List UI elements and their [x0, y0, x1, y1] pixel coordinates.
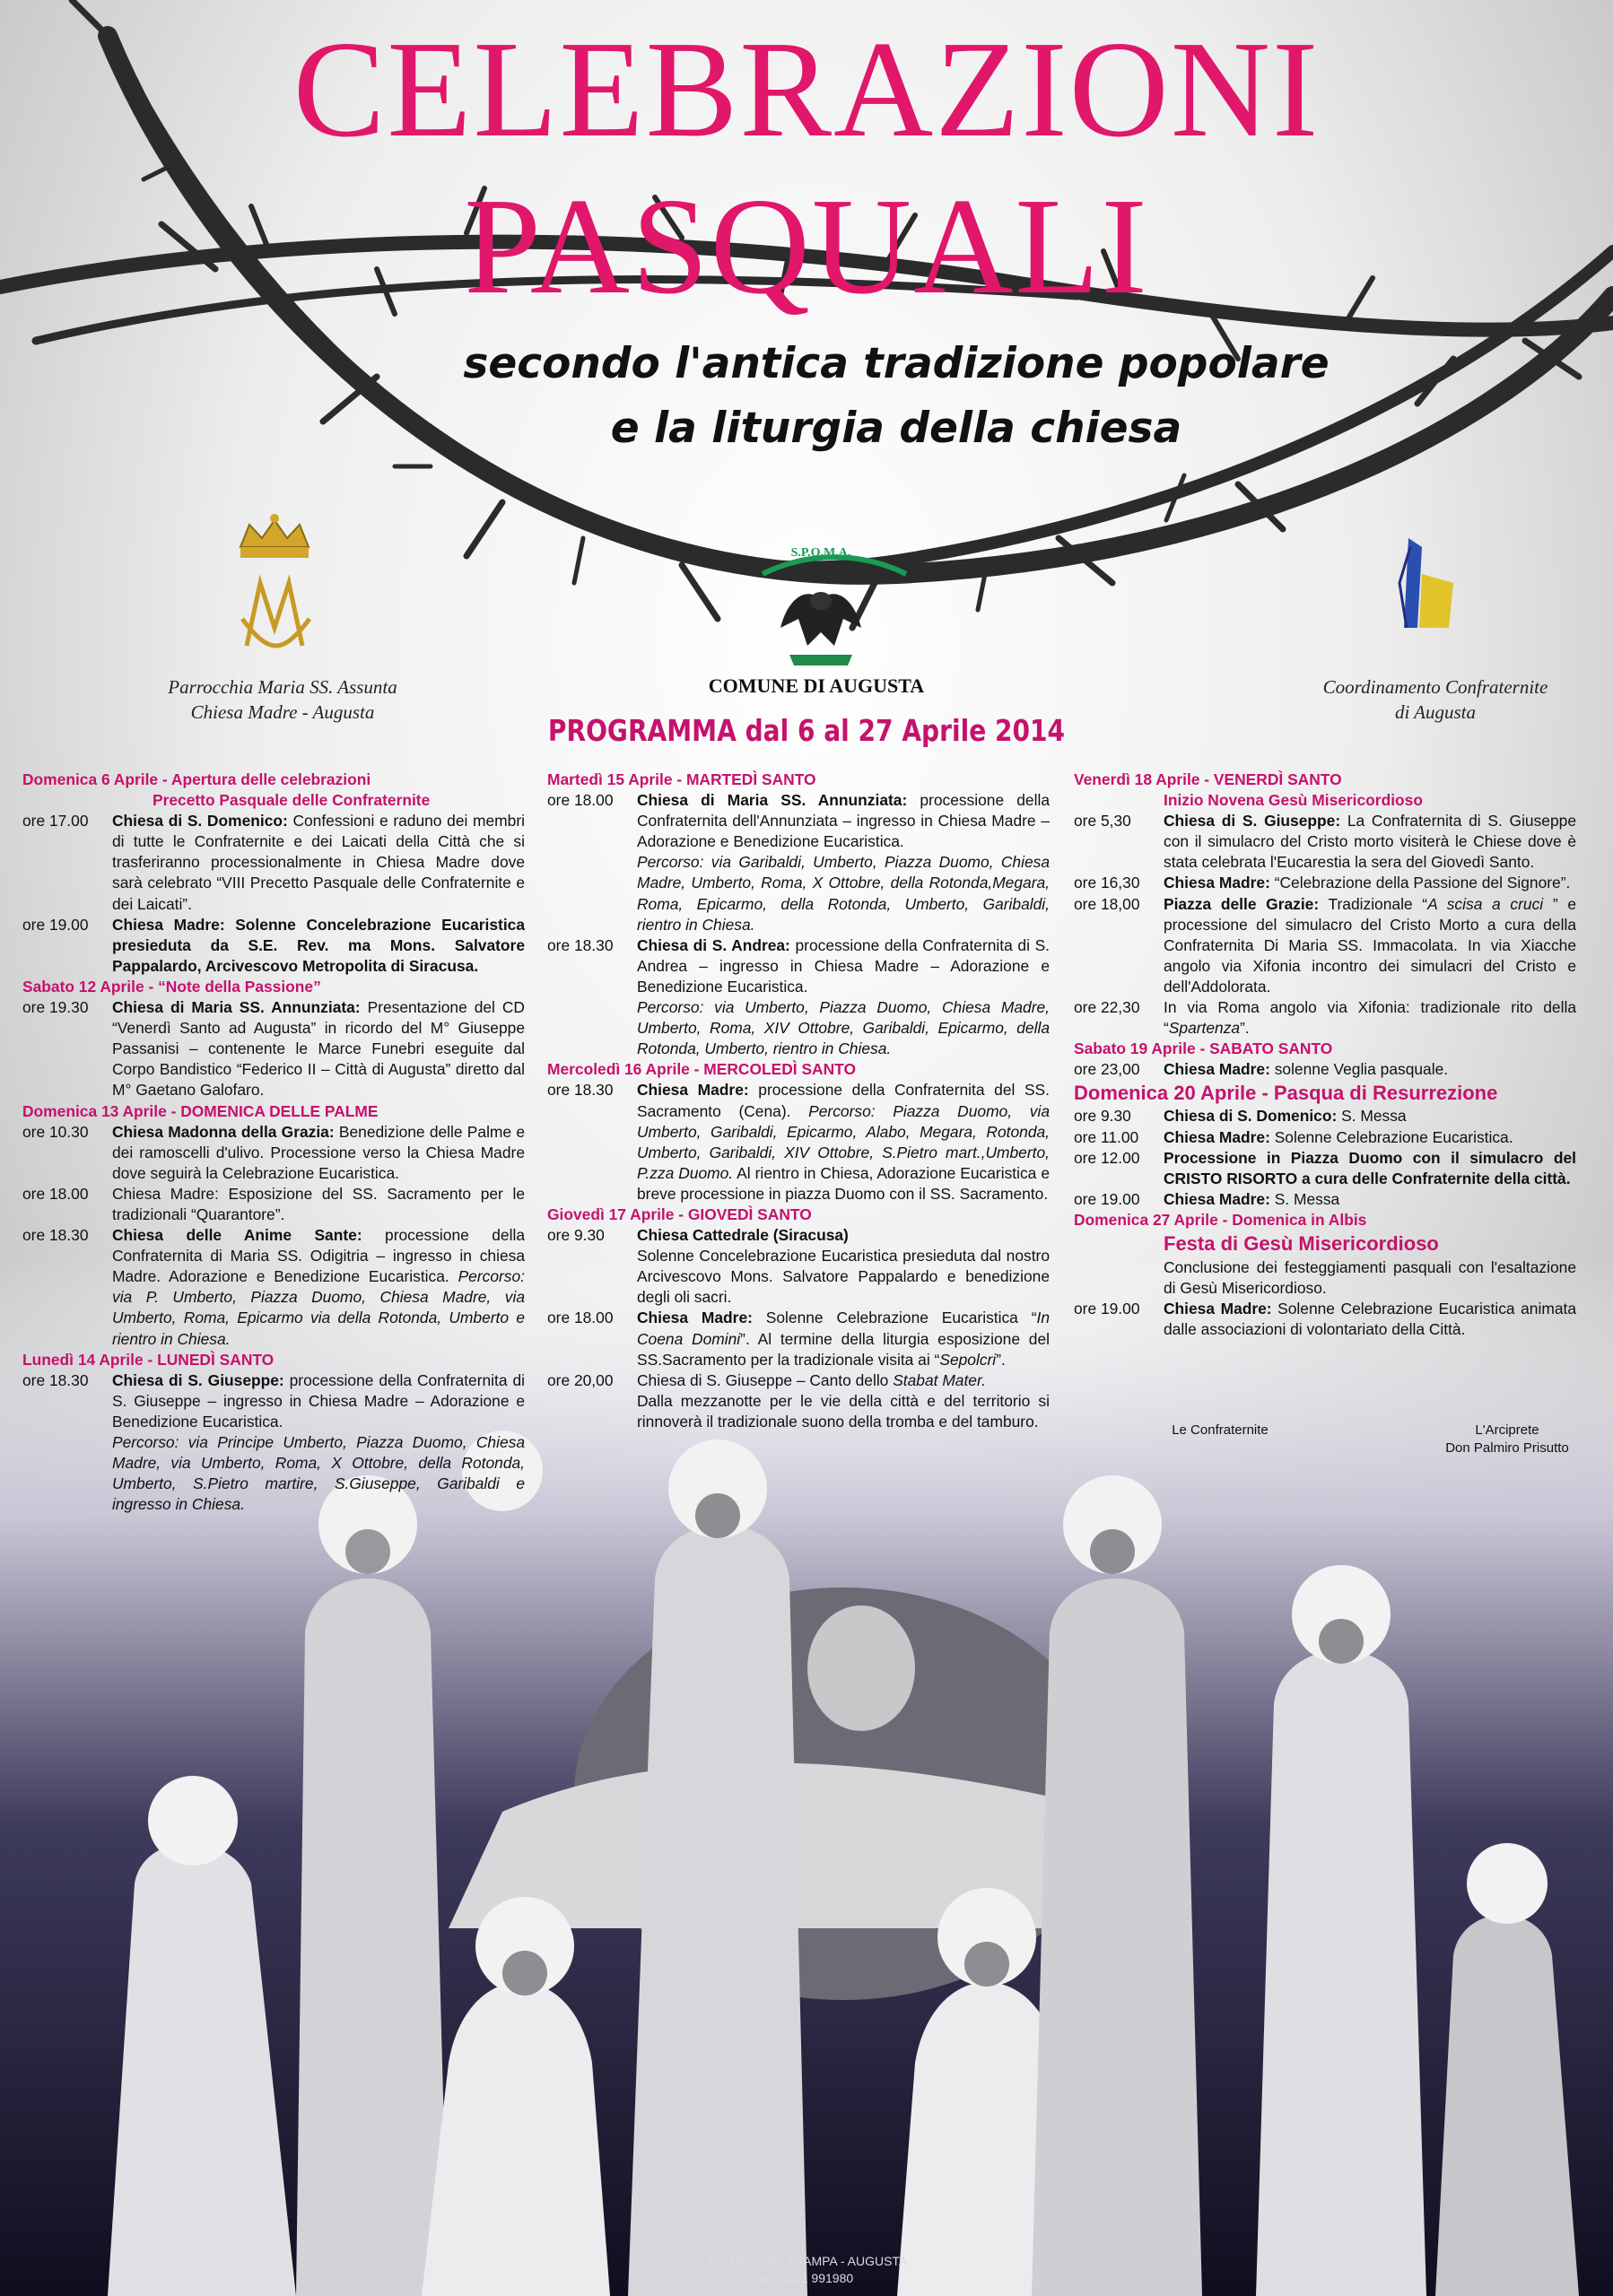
- event-item: [22, 811, 525, 914]
- event-time: ore 19.00: [1074, 1300, 1140, 1318]
- event-item: [547, 1308, 1050, 1370]
- event-place: Chiesa di S. Domenico:: [112, 812, 288, 831]
- event-place: Chiesa di S. Giuseppe:: [1164, 812, 1341, 831]
- event-text: In via Roma angolo via Xifonia: tradizionale rito della “: [1164, 998, 1576, 1038]
- event-text: processione della Confraternita dell'Annunziata – ingresso in Chiesa Madre – Adorazione e Benedizione Eucaristica.: [637, 791, 1050, 851]
- event-item: [22, 1370, 525, 1516]
- event-item: [547, 1370, 1050, 1432]
- day-subheading: Inizio Novena Gesù Misericordioso: [1164, 791, 1423, 810]
- event-time: ore 18.00: [22, 1184, 89, 1203]
- event-place: Chiesa delle Anime Sante:: [112, 1226, 362, 1245]
- event-place: Chiesa Madonna della Grazia:: [112, 1122, 335, 1141]
- event-text: solenne Veglia pasquale.: [1269, 1060, 1449, 1079]
- event-time: ore 18.30: [22, 1370, 89, 1389]
- event-text-tail: Al rientro in Chiesa, Adorazione Eucaristica e breve processione in piazza Duomo con il SS. Sacramento.: [637, 1163, 1050, 1203]
- main-title-line-2: PASQUALI: [464, 170, 1149, 323]
- subtitle-line-2: e la liturgia della chiesa: [610, 404, 1182, 453]
- event-route: Percorso: via Umberto, Piazza Duomo, Chiesa Madre, Umberto, Roma, XIV Ottobre, Garibaldi, Epicarmo, della Rotonda, Umberto, rientro in Chiesa.: [637, 998, 1050, 1058]
- event-time: ore 18.30: [547, 1081, 614, 1100]
- event-place: Chiesa di Maria SS. Annunziata:: [637, 791, 908, 810]
- event-item: [1074, 1189, 1576, 1210]
- event-item: [1074, 1127, 1576, 1148]
- event-time: ore 11.00: [1074, 1127, 1139, 1146]
- event-time: ore 10.30: [22, 1122, 89, 1141]
- main-title-line-1: CELEBRAZIONI: [292, 13, 1321, 166]
- event-text: Conclusione dei festeggiamenti pasquali con l'esaltazione di Gesù Misericordioso.: [1164, 1257, 1576, 1298]
- event-item: [547, 1080, 1050, 1205]
- event-item: [22, 1122, 525, 1184]
- right-caption-line-1: Coordinamento Confraternite: [1322, 676, 1548, 698]
- event-time: ore 20,00: [547, 1370, 614, 1389]
- event-item: [547, 1225, 1050, 1308]
- program-column-1: [22, 770, 525, 1515]
- event-time: ore 17.00: [22, 812, 89, 831]
- program-column-3: [1074, 770, 1576, 1340]
- event-text: S. Messa: [1269, 1189, 1340, 1208]
- event-text: Chiesa Madre: Esposizione del SS. Sacramento per le tradizionali “Quarantore”.: [112, 1184, 525, 1223]
- event-time: ore 18,00: [1074, 894, 1140, 913]
- event-text: Tradizionale “: [1319, 894, 1428, 913]
- event-text: “Celebrazione della Passione del Signore”.: [1269, 874, 1571, 892]
- program-column-2: [547, 770, 1050, 1432]
- event-place: Chiesa Madre:: [637, 1081, 749, 1100]
- event-text: S. Messa: [1337, 1107, 1407, 1126]
- event-text: Benedizione delle Palme e dei ramoscelli d'ulivo. Processione verso la Chiesa Madre dove seguirà la Celebrazione Eucaristica.: [112, 1122, 525, 1182]
- event-text: Solenne Concelebrazione Eucaristica presieduta dal nostro Arcivescovo Mons. Salvatore Pappalardo e benedizione degli oli sacri.: [637, 1247, 1050, 1307]
- printer-phone: tel. 0931 991980: [759, 2271, 854, 2285]
- event-text: Chiesa di S. Giuseppe – Canto dello: [637, 1370, 894, 1389]
- event-text: Solenne Celebrazione Eucaristica animata dalle associazioni di volontariato della Città.: [1164, 1300, 1577, 1339]
- event-item: [1074, 1106, 1576, 1126]
- event-item: [547, 790, 1050, 935]
- event-italic-2: Sepolcri: [939, 1350, 997, 1369]
- day-heading: Venerdì 18 Aprile - VENERDÌ SANTO: [1074, 770, 1342, 788]
- event-item: [1074, 997, 1576, 1039]
- day-heading: Domenica 13 Aprile - DOMENICA DELLE PALME: [22, 1101, 379, 1120]
- event-text: processione della Confraternita di Maria SS. Odigitria – ingresso in chiesa Madre. Adorazione e Benedizione Eucaristica.: [112, 1226, 525, 1286]
- left-caption-line-2: Chiesa Madre - Augusta: [190, 701, 375, 723]
- event-time: ore 23,00: [1074, 1060, 1140, 1079]
- event-italic: In Coena Domini: [637, 1309, 1051, 1348]
- event-text: Solenne Celebrazione Eucaristica “: [752, 1309, 1037, 1327]
- day-heading: Domenica 6 Aprile - Apertura delle celebrazioni: [22, 770, 371, 788]
- event-time: ore 18.00: [547, 791, 614, 810]
- day-heading: Martedì 15 Aprile - MARTEDÌ SANTO: [547, 770, 816, 788]
- event-text: Confessioni e raduno dei membri di tutte le Confraternite e dei Laicati della Città che si trasferiranno processionalmente in Chiesa Madre dove sarà celebrato “VIII Precetto Pasquale delle Confraternite e dei Laicati”.: [112, 812, 525, 913]
- event-route: Percorso: via Principe Umberto, Piazza Duomo, Chiesa Madre, via Umberto, Roma, X Ottobre, della Rotonda, Umberto, S.Pietro martire, S.Giuseppe, Garibaldi e ingresso in Chiesa.: [112, 1433, 525, 1514]
- day-heading: Sabato 19 Aprile - SABATO SANTO: [1074, 1039, 1333, 1058]
- event-item: [1074, 1257, 1576, 1299]
- event-place: Chiesa Cattedrale (Siracusa): [637, 1226, 849, 1245]
- event-time: ore 19.00: [1074, 1189, 1140, 1208]
- event-item: [22, 997, 525, 1100]
- event-time: ore 12.00: [1074, 1148, 1140, 1167]
- day-heading: Mercoledì 16 Aprile - MERCOLEDÌ SANTO: [547, 1060, 857, 1079]
- event-place: Piazza delle Grazie:: [1164, 894, 1320, 913]
- event-italic: Spartenza: [1168, 1019, 1241, 1038]
- event-text-end: ”.: [996, 1350, 1006, 1369]
- center-logo-motto: S.P.Q.M.A.: [790, 546, 851, 560]
- event-item: [1074, 1059, 1576, 1080]
- event-item: [22, 1184, 525, 1225]
- event-text: Presentazione del CD “Venerdì Santo ad Augusta” in ricordo del M° Giuseppe Passanisi – contenente le Marce Funebri eseguite dal Corpo Bandistico “Federico II – Città di Augusta” diretto dal M° Gaetano Galofaro.: [112, 998, 525, 1100]
- event-text-tail: ” e processione del simulacro del Cristo Morto a cura della Confraternita Di Maria SS. Immacolata. In via Xiacche angolo via Xifonia incontro dei simulacri del Cristo e dell'Addolorata.: [1164, 894, 1576, 996]
- event-time: ore 9.30: [547, 1226, 605, 1245]
- event-time: ore 18.30: [22, 1226, 89, 1245]
- event-text: Chiesa Madre: Solenne Concelebrazione Eucaristica presieduta da S.E. Rev. ma Mons. Salvatore Pappalardo, Arcivescovo Metropolita di Siracusa.: [112, 915, 525, 975]
- right-caption-line-2: di Augusta: [1394, 701, 1477, 723]
- event-item: [22, 915, 525, 977]
- event-place: Chiesa Madre:: [1164, 874, 1270, 892]
- event-item: [1074, 894, 1576, 997]
- event-item: [1074, 1299, 1576, 1340]
- signature-arciprete-title: L'Arciprete: [1475, 1422, 1539, 1438]
- day-heading: Domenica 27 Aprile - Domenica in Albis: [1074, 1210, 1367, 1229]
- event-place: Chiesa Madre:: [637, 1309, 753, 1327]
- printer-credit: TIP. MEGARA STAMPA - AUGUSTA: [705, 2254, 908, 2268]
- left-caption-line-1: Parrocchia Maria SS. Assunta: [168, 676, 397, 698]
- event-time: ore 22,30: [1074, 998, 1140, 1017]
- event-time: ore 9.30: [1074, 1107, 1131, 1126]
- feast-title: Festa di Gesù Misericordioso: [1164, 1231, 1439, 1255]
- event-time: ore 5,30: [1074, 812, 1131, 831]
- event-place: Chiesa Madre:: [1164, 1300, 1272, 1318]
- event-place: Chiesa di S. Andrea:: [637, 935, 790, 954]
- event-route: Percorso: via P. Umberto, Piazza Duomo, Chiesa Madre, via Umberto, Roma, Epicarmo via della Rotonda, Umberto e rientro in Chiesa.: [112, 1267, 525, 1348]
- event-text: La Confraternita di S. Giuseppe con il simulacro del Cristo morto visiterà le Chiese dove è stata celebrata l'Eucarestia la sera del Giovedì Santo.: [1164, 812, 1576, 872]
- event-item: [1074, 873, 1576, 893]
- event-text: processione della Confraternita di S. Giuseppe – ingresso in Chiesa Madre – Adorazione e Benedizione Eucaristica.: [112, 1370, 525, 1431]
- program-title: PROGRAMMA dal 6 al 27 Aprile 2014: [547, 713, 1066, 748]
- day-heading: Lunedì 14 Aprile - LUNEDÌ SANTO: [22, 1350, 275, 1369]
- event-item: [547, 935, 1050, 1060]
- day-subheading: Precetto Pasquale delle Confraternite: [153, 791, 431, 810]
- event-italic: A scisa a cruci: [1427, 894, 1544, 913]
- event-text-tail: ”. Al termine della liturgia esposizione del SS.Sacramento per la tradizionale visita ai “: [637, 1329, 1050, 1369]
- event-time: ore 19.30: [22, 998, 89, 1017]
- event-text: processione della Confraternita del SS. Sacramento (Cena).: [637, 1081, 1050, 1120]
- comune-caption: COMUNE DI AUGUSTA: [708, 674, 925, 697]
- event-text-end: ”.: [1240, 1019, 1250, 1038]
- day-heading-large: Domenica 20 Aprile - Pasqua di Resurrezione: [1074, 1082, 1498, 1105]
- day-heading: Sabato 12 Aprile - “Note della Passione”: [22, 977, 321, 996]
- event-item: [22, 1225, 525, 1350]
- event-place: Chiesa Madre:: [1164, 1127, 1270, 1146]
- event-time: ore 16,30: [1074, 874, 1140, 892]
- event-time: ore 18.00: [547, 1309, 614, 1327]
- signature-confraternite: Le Confraternite: [1172, 1422, 1269, 1438]
- day-heading: Giovedì 17 Aprile - GIOVEDÌ SANTO: [547, 1205, 812, 1223]
- signature-arciprete-name: Don Palmiro Prisutto: [1445, 1440, 1569, 1456]
- event-place: Chiesa di S. Domenico:: [1164, 1107, 1338, 1126]
- event-italic: Stabat Mater.: [893, 1370, 986, 1389]
- signature-arciprete: [1399, 1422, 1613, 1457]
- event-text: Processione in Piazza Duomo con il simulacro del CRISTO RISORTO a cura delle Confraternite della città.: [1164, 1148, 1576, 1187]
- event-text: Solenne Celebrazione Eucaristica.: [1269, 1127, 1513, 1146]
- event-route: Percorso: via Garibaldi, Umberto, Piazza Duomo, Chiesa Madre, Umberto, Roma, X Ottobre, della Rotonda,Megara, Roma, Epicarmo, della Rotonda, Umberto, Garibaldi, rientro in Chiesa.: [637, 853, 1050, 934]
- event-time: ore 19.00: [22, 915, 89, 934]
- event-item: [1074, 1148, 1576, 1189]
- event-item: [1074, 811, 1576, 873]
- event-place: Chiesa Madre:: [1164, 1189, 1270, 1208]
- event-place: Chiesa di Maria SS. Annunziata:: [112, 998, 361, 1017]
- event-text-tail: Dalla mezzanotte per le vie della città e del territorio si rinnoverà il tradizionale suono della tromba e del tamburo.: [637, 1391, 1050, 1431]
- subtitle-line-1: secondo l'antica tradizione popolare: [463, 339, 1330, 388]
- event-route: Percorso: Piazza Duomo, via Umberto, Garibaldi, Epicarmo, Alabo, Megara, Rotonda, Umberto, Garibaldi, XIV Ottobre, S.Pietro mart.,Umberto, P.zza Duomo.: [637, 1101, 1050, 1182]
- event-place: Chiesa di S. Giuseppe:: [112, 1370, 284, 1389]
- event-place: Chiesa Madre:: [1164, 1060, 1270, 1079]
- event-time: ore 18.30: [547, 935, 614, 954]
- event-text: processione della Confraternita di S. Andrea – ingresso in Chiesa Madre – Adorazione e Benedizione Eucaristica.: [637, 935, 1050, 996]
